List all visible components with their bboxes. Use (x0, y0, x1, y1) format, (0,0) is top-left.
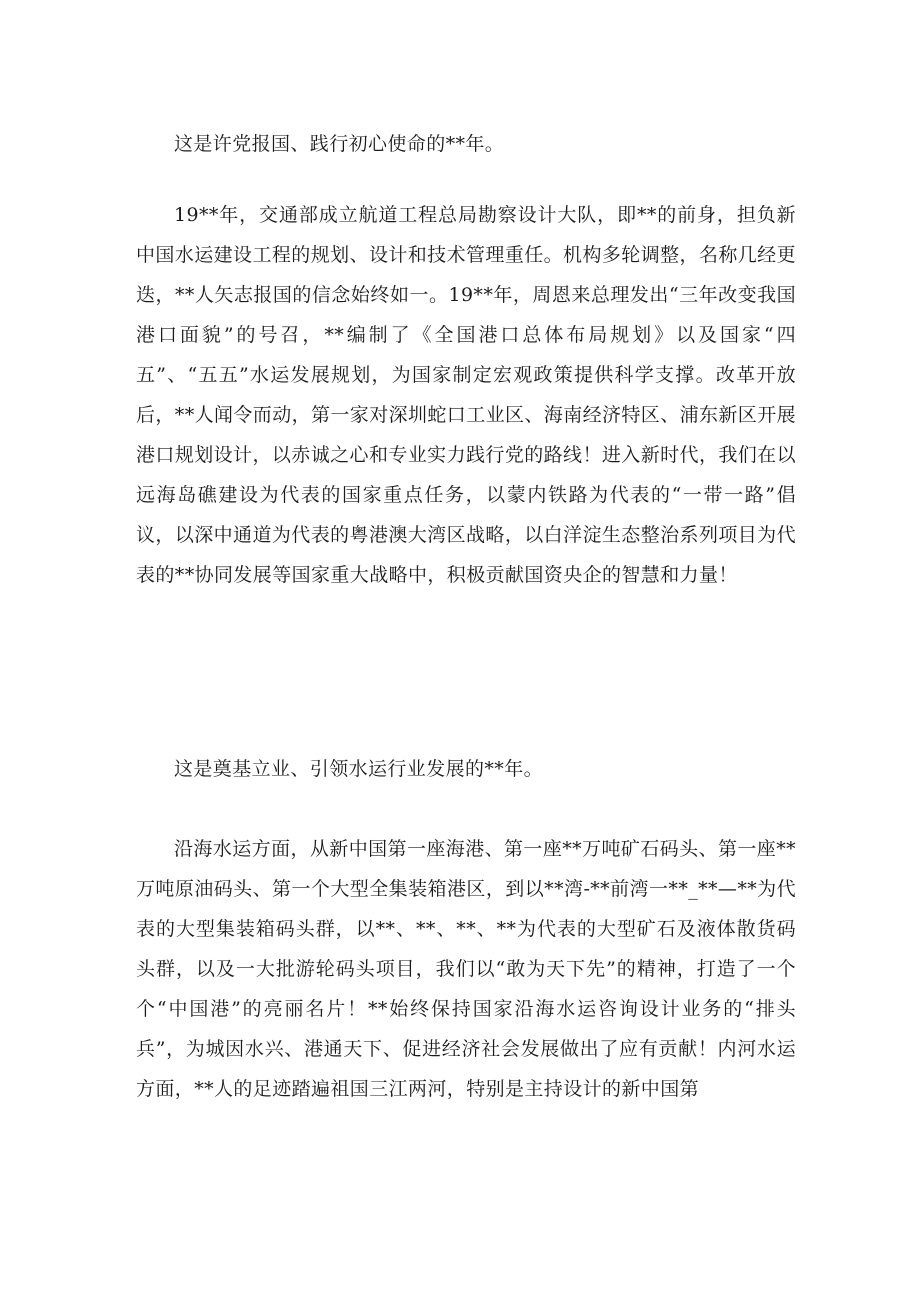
paragraph-water-transport: 沿海水运方面，从新中国第一座海港、第一座**万吨矿石码头、第一座**万吨原油码头、第一个大型全集装箱港区，到以**湾-**前湾一**_**—**为代表的大型集装箱码头群，以**、**、**、**为代表的大型矿石及液体散货码头群，以及一大批游轮码头项目，我们以“敢为天下先”的精神，打造了一个个“中国港”的亮丽名片！**始终保持国家沿海水运咨询设计业务的“排头兵”，为城因水兴、港通天下、促进经济社会发展做出了应有贡献！内河水运方面，**人的足迹踏遍祖国三江两河，特别是主持设计的新中国第 (136, 838, 796, 1100)
paragraph-foundation-heading: 这是奠基立业、引领水运行业发展的**年。 (174, 758, 544, 780)
paragraph-history: 19**年，交通部成立航道工程总局勘察设计大队，即**的前身，担负新中国水运建设工程的规划、设计和技术管理重任。机构多轮调整，名称几经更迭，**人矢志报国的信念始终如一。19**年，周恩来总理发出“三年改变我国港口面貌”的号召，**编制了《全国港口总体布局规划》以及国家“四五”、“五五”水运发展规划，为国家制定宏观政策提供科学支撑。改革开放后，**人闻令而动，第一家对深圳蛇口工业区、海南经济特区、浦东新区开展港口规划设计，以赤诚之心和专业实力践行党的路线！进入新时代，我们在以远海岛礁建设为代表的国家重点任务，以蒙内铁路为代表的“一带一路”倡议，以深中通道为代表的粤港澳大湾区战略，以白洋淀生态整治系列项目为代表的**协同发展等国家重大战略中，积极贡献国资央企的智慧和力量！ (136, 204, 797, 586)
paragraph-mission-heading: 这是许党报国、践行初心使命的**年。 (174, 133, 505, 155)
